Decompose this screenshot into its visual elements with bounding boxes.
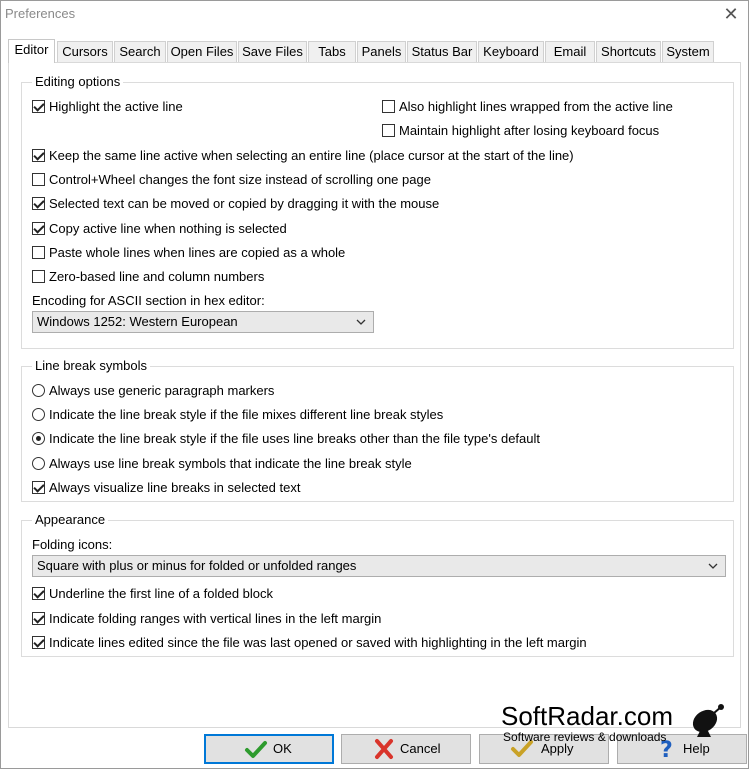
checkbox-label: Selected text can be moved or copied by dragging it with the mouse <box>49 196 440 211</box>
appearance-label: Appearance <box>32 512 108 528</box>
checkbox-checked[interactable] <box>32 612 45 625</box>
editing-options-label: Editing options <box>32 74 123 90</box>
chevron-down-icon <box>355 312 367 332</box>
checkbox-label: Copy active line when nothing is selected <box>49 221 287 236</box>
radio-label: Indicate the line break style if the file uses line breaks other than the file type's default <box>49 431 540 446</box>
checkbox-unchecked[interactable] <box>32 173 45 186</box>
radio-unselected[interactable] <box>32 457 45 470</box>
checkbox-unchecked[interactable] <box>32 270 45 283</box>
cancel-button-label: Cancel <box>400 741 441 756</box>
checkbox-label: Indicate folding ranges with vertical lines in the left margin <box>49 611 382 626</box>
checkbox-checked[interactable] <box>32 481 45 494</box>
checkbox-checked[interactable] <box>32 100 45 113</box>
tab-system[interactable]: System <box>662 41 714 62</box>
check-icon <box>244 739 268 761</box>
checkbox-checked[interactable] <box>32 222 45 235</box>
encoding-select[interactable] <box>32 311 374 333</box>
tab-tabs[interactable]: Tabs <box>308 41 356 62</box>
checkbox-label: Maintain highlight after losing keyboard focus <box>399 123 660 138</box>
tab-email[interactable]: Email <box>545 41 595 62</box>
checkbox-label: Keep the same line active when selecting an entire line (place cursor at the start of the line) <box>49 148 574 163</box>
tab-editor[interactable]: Editor <box>8 39 55 63</box>
satellite-dish-icon <box>687 701 727 737</box>
tab-status-bar[interactable]: Status Bar <box>407 41 477 62</box>
ok-button-label: OK <box>273 741 292 756</box>
appearance-group <box>21 512 734 657</box>
radio-label: Always use line break symbols that indicate the line break style <box>49 456 412 471</box>
tab-panels[interactable]: Panels <box>357 41 406 62</box>
editor-tab-panel <box>8 62 741 728</box>
svg-text:?: ? <box>660 738 673 760</box>
checkbox-label: Indicate lines edited since the file was last opened or saved with highlighting in the left margin <box>49 635 587 650</box>
radio-label: Always use generic paragraph markers <box>49 383 275 398</box>
tab-open-files[interactable]: Open Files <box>167 41 237 62</box>
title-bar <box>1 1 748 29</box>
close-icon[interactable]: ✕ <box>723 4 739 24</box>
line-break-symbols-group <box>21 358 734 502</box>
checkbox-label: Also highlight lines wrapped from the active line <box>399 99 673 114</box>
tab-save-files[interactable]: Save Files <box>238 41 307 62</box>
radio-label: Indicate the line break style if the file mixes different line break styles <box>49 407 444 422</box>
tab-search[interactable]: Search <box>114 41 166 62</box>
line-break-symbols-label: Line break symbols <box>32 358 150 374</box>
checkbox-label: Underline the first line of a folded block <box>49 586 274 601</box>
encoding-select-value: Windows 1252: Western European <box>37 314 238 329</box>
tab-cursors[interactable]: Cursors <box>57 41 113 62</box>
radio-selected[interactable] <box>32 432 45 445</box>
checkbox-checked[interactable] <box>32 636 45 649</box>
chevron-down-icon <box>707 556 719 576</box>
folding-icons-select-value: Square with plus or minus for folded or unfolded ranges <box>37 558 357 573</box>
checkbox-label: Highlight the active line <box>49 99 183 114</box>
folding-icons-label: Folding icons: <box>32 537 113 552</box>
apply-button-label: Apply <box>541 741 574 756</box>
checkbox-unchecked[interactable] <box>32 246 45 259</box>
tab-keyboard[interactable]: Keyboard <box>478 41 544 62</box>
help-button-label: Help <box>683 741 710 756</box>
checkbox-checked[interactable] <box>32 149 45 162</box>
radio-unselected[interactable] <box>32 384 45 397</box>
editing-options-group <box>21 74 734 349</box>
checkbox-unchecked[interactable] <box>382 100 395 113</box>
checkbox-unchecked[interactable] <box>382 124 395 137</box>
checkbox-label: Paste whole lines when lines are copied as a whole <box>49 245 346 260</box>
ok-button[interactable] <box>204 734 334 764</box>
watermark-title: SoftRadar.com <box>501 701 673 731</box>
checkbox-label: Always visualize line breaks in selected text <box>49 480 301 495</box>
radio-unselected[interactable] <box>32 408 45 421</box>
checkbox-checked[interactable] <box>32 197 45 210</box>
window-title: Preferences <box>5 6 76 21</box>
encoding-label: Encoding for ASCII section in hex editor: <box>32 293 265 308</box>
tab-shortcuts[interactable]: Shortcuts <box>596 41 661 62</box>
cancel-button[interactable] <box>341 734 471 764</box>
checkbox-label: Zero-based line and column numbers <box>49 269 265 284</box>
checkbox-checked[interactable] <box>32 587 45 600</box>
cancel-x-icon <box>372 738 396 760</box>
checkbox-label: Control+Wheel changes the font size instead of scrolling one page <box>49 172 431 187</box>
folding-icons-select[interactable] <box>32 555 726 577</box>
watermark-subtitle: Software reviews & downloads <box>503 730 667 744</box>
softradar-watermark <box>501 701 741 761</box>
